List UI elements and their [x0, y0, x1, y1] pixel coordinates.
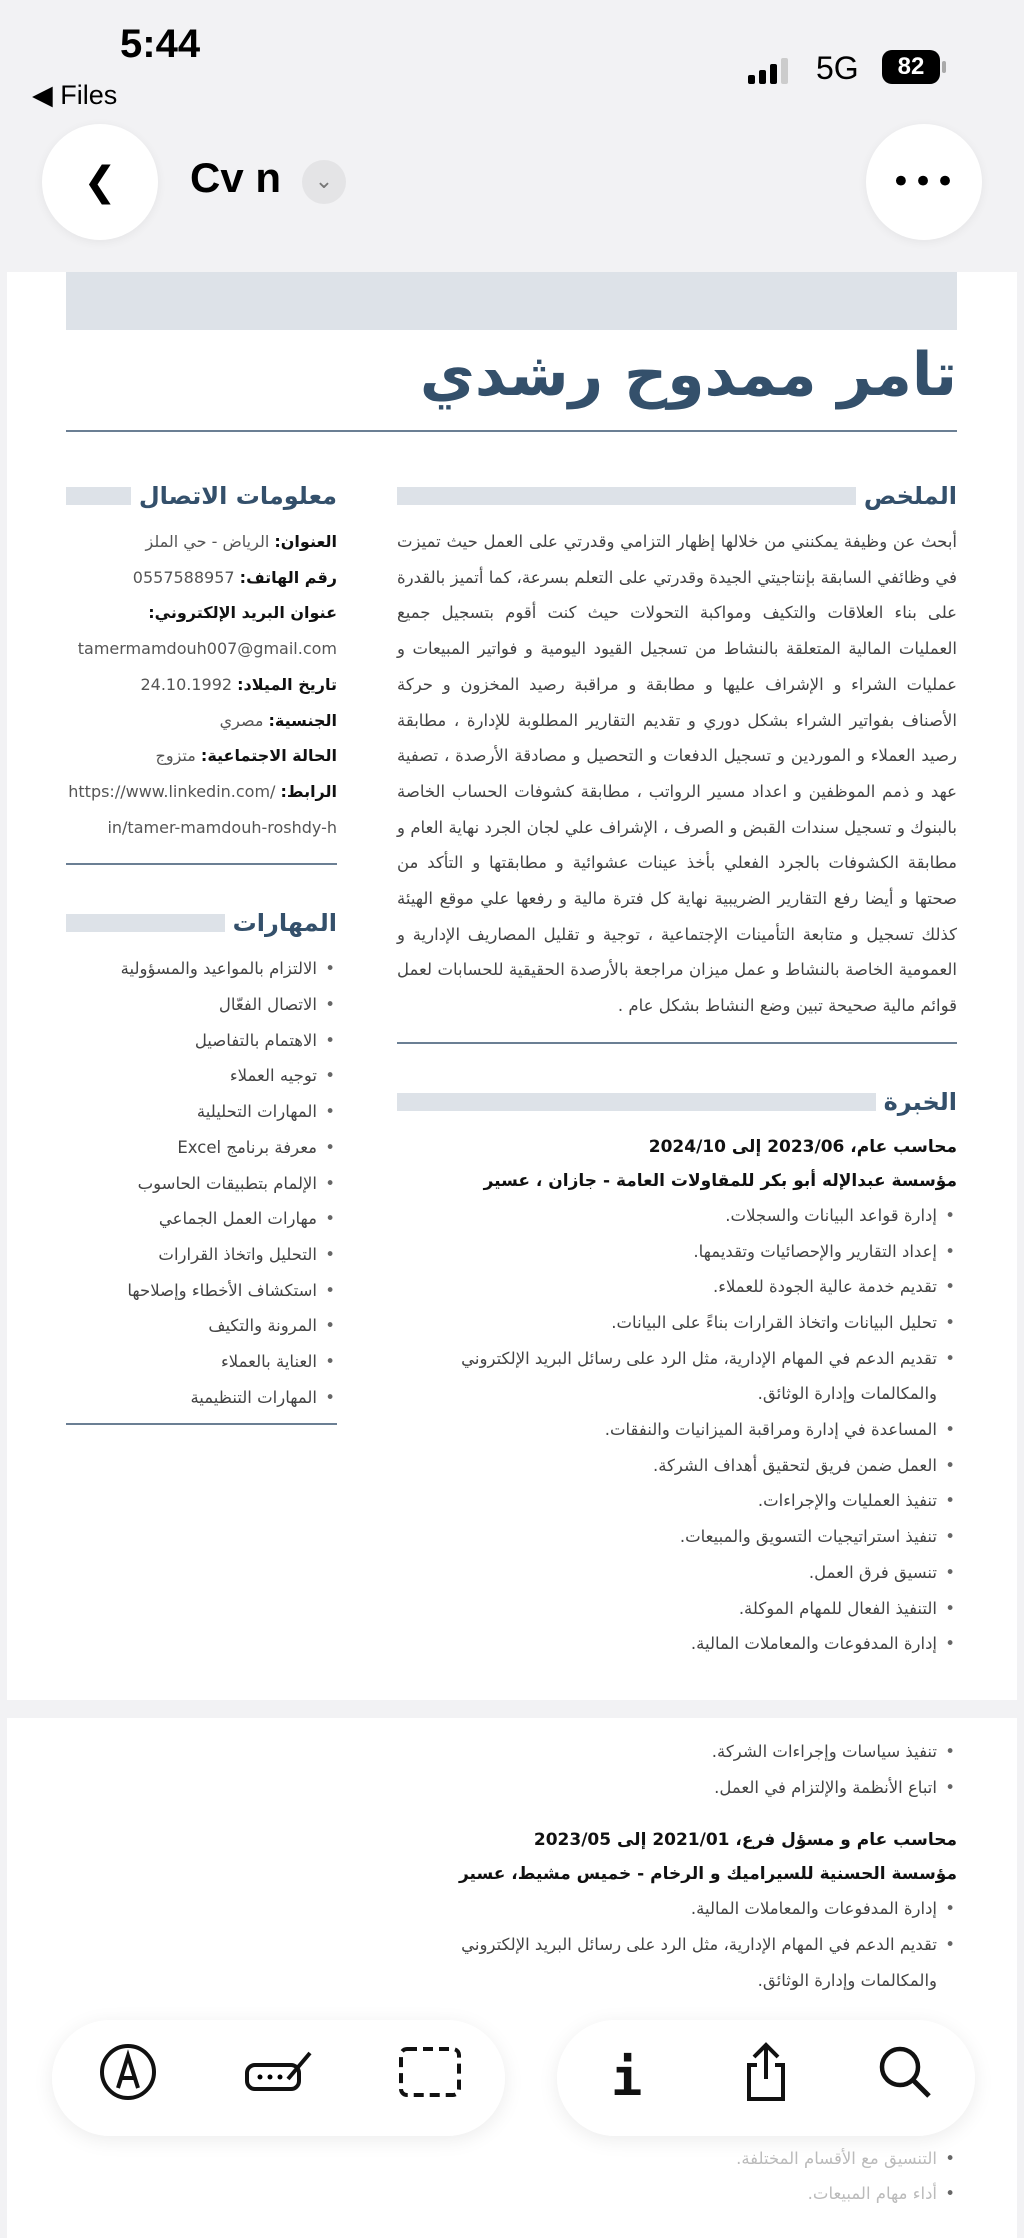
selection-icon[interactable] [390, 2046, 470, 2111]
divider [397, 1042, 957, 1044]
back-app-label: Files [60, 80, 118, 110]
list-item: • الإلمام بتطبيقات الحاسوب [66, 1166, 337, 1202]
job-duties [397, 1734, 957, 1805]
divider [66, 1423, 337, 1425]
address-row: العنوان: الرياض - حي الملز [145, 532, 337, 551]
list-item: • الاهتمام بالتفاصيل [66, 1023, 337, 1059]
email-label: عنوان البريد الإلكتروني: [148, 603, 337, 623]
list-item: • معرفة برنامج Excel [66, 1130, 337, 1166]
list-item: • التحليل واتخاذ القرارات [66, 1237, 337, 1273]
marital-row: الحالة الاجتماعية: متزوج [155, 746, 337, 766]
list-item: • التنفيذ الفعال للمهام الموكلة. [397, 1591, 957, 1627]
list-item: • تقديم الدعم في المهام الإدارية، مثل الرد على رسائل البريد الإلكتروني والمكالمات وإدارة الوثائق. [397, 1341, 957, 1412]
email-link[interactable]: tamermamdouh007@gmail.com [77, 639, 337, 659]
job-title: محاسب عام و مسؤل فرع، 2021/01 إلى 2023/05 [533, 1830, 957, 1851]
linkedin-link[interactable]: https://www.linkedin.com/in/tamer-mamdouh-roshdy-h [68, 781, 337, 837]
list-item: • العناية بالعملاء [66, 1344, 337, 1380]
signal-icon [748, 58, 788, 84]
list-item: • المرونة والتكيف [66, 1308, 337, 1344]
sidebar-column [66, 482, 337, 1469]
battery-icon: 82 [882, 50, 940, 84]
list-item: • إدارة المدفوعات والمعاملات المالية. [397, 1626, 957, 1662]
main-column [397, 482, 957, 1662]
actions-toolbar [557, 2020, 975, 2136]
list-item: • تنفيذ العمليات والإجراءات. [397, 1483, 957, 1519]
network-type: 5G [816, 50, 859, 86]
list-item: • مهارات العمل الجماعي [66, 1201, 337, 1237]
list-item: • تنسيق فرق العمل. [397, 1555, 957, 1591]
job-company: مؤسسة الحسنية للسيراميك و الرخام - خميس مشيط، عسير [458, 1864, 957, 1885]
cv-page-2[interactable] [7, 1718, 1017, 2238]
link-row: الرابط: https://www.linkedin.com/in/tamer-mamdouh-roshdy-h [68, 781, 337, 837]
header-band [66, 272, 957, 330]
contact-heading: معلومات الاتصال [66, 482, 337, 510]
clock: 5:44 [120, 22, 201, 66]
experience-heading: الخبرة [397, 1088, 957, 1116]
list-item: • توجيه العملاء [66, 1058, 337, 1094]
list-item: • الالتزام بالمواعيد والمسؤولية [66, 951, 337, 987]
markup-toolbar [52, 2020, 505, 2136]
status-bar [0, 0, 1024, 120]
list-item: • المهارات التحليلية [66, 1094, 337, 1130]
list-item: • اتباع الأنظمة والإلتزام في العمل. [397, 1770, 957, 1806]
search-icon[interactable] [865, 2044, 945, 2113]
back-to-files-link[interactable]: ◀ Files [32, 80, 118, 110]
cv-page-1[interactable] [7, 272, 1017, 1700]
divider [66, 430, 957, 432]
list-item: • المهارات التنظيمية [66, 1380, 337, 1416]
ellipsis-icon: ••• [890, 162, 958, 202]
list-item: • تنفيذ سياسات وإجراءات الشركة. [397, 1734, 957, 1770]
phone-row: رقم الهاتف: 0557588957 [132, 567, 337, 587]
list-item: • تقديم الدعم في المهام الإدارية، مثل الرد على رسائل البريد الإلكتروني والمكالمات وإدارة الوثائق. [397, 1927, 957, 1998]
list-item: • تقديم خدمة عالية الجودة للعملاء. [397, 1269, 957, 1305]
signature-icon[interactable] [239, 2047, 319, 2110]
list-item: • إدارة المدفوعات والمعاملات المالية. [397, 1891, 957, 1927]
back-button[interactable] [42, 124, 158, 240]
list-item: • تنفيذ استراتيجيات التسويق والمبيعات. [397, 1519, 957, 1555]
list-item: • الاتصال الفعّال [66, 987, 337, 1023]
list-item: • العمل ضمن فريق لتحقيق أهداف الشركة. [397, 1448, 957, 1484]
cv-name: تامر ممدوح رشدي [419, 340, 957, 410]
skills-list [66, 951, 337, 1415]
main-column [397, 1734, 957, 2212]
job-duties [397, 1891, 957, 1998]
markup-pen-icon[interactable] [88, 2042, 168, 2115]
nationality-row: الجنسية: مصري [219, 710, 337, 730]
job-duties-faded [397, 2141, 957, 2212]
list-item: • المساعدة في إدارة ومراقبة الميزانيات والنفقات. [397, 1412, 957, 1448]
list-item: • استكشاف الأخطاء وإصلاحها [66, 1273, 337, 1309]
divider [66, 863, 337, 865]
list-item: • إعداد التقارير والإحصائيات وتقديمها. [397, 1234, 957, 1270]
summary-text: أبحث عن وظيفة يمكنني من خلالها إظهار التزامي وقدرتي على العمل حيث تميزت في وظائفي السابقة بإنتاجيتي الجيدة وقدرتي على التعلم بسرعة، كما أتميز بالقدرة على بناء العلاقات والتكيف ومواكبة التحولات حيث كنت أقوم بتسجيل جميع العمليات المالية المتعلقة بالنشاط من تسجيل القيود اليومية و فواتير المبيعات و عمليات الشراء و الإشراف عليها و مطابقة و مراقبة رصيد المخزون و حركة الأصناف بفواتير الشراء بشكل دوري و تقديم التقارير المطلوبة للإدارة ، مطابقة رصيد العملاء و الموردين و تسجيل الدفعات و التحصيل و مصادقة الأرصدة ، تصفية عهد و ذمم الموظفين و اعداد مسير الرواتب ، مطابقة كشوفات الحساب الخاصة بالبنوك و تسجيل سندات القبض و الصرف ، الإشراف علي لجان الجرد نهاية العام و مطابقة الكشوفات بالجرد الفعلي بأخذ عينات عشوائية و مطابقتها و التأكد من صحتها و أيضا رفع التقارير الضريبية نهاية كل فترة مالية و رفعها علي موقع الهيئة كذلك تسجيل و متابعة التأمينات الإجتماعية ، توجية و تقليل المصاريف الإدارية و العمومية الخاصة بالنشاط و عمل ميزان مراجعة بالأرصدة الحقيقية للحسابات لعمل قوائم مالية صحيحة تبين وضع النشاط بشكل عام . [397, 532, 957, 1016]
document-title[interactable]: Cv n [190, 154, 282, 201]
job-duties [397, 1198, 957, 1662]
chevron-left-icon: ❮ [83, 159, 117, 205]
dob-row: تاريخ الميلاد: 24.10.1992 [140, 674, 337, 694]
list-item: • تحليل البيانات واتخاذ القرارات بناءً على البيانات. [397, 1305, 957, 1341]
job-company: مؤسسة عبدالإله أبو بكر للمقاولات العامة - جازان ، عسير [483, 1170, 957, 1191]
list-item: • أداء مهام المبيعات. [397, 2176, 957, 2212]
list-item: • إدارة قواعد البيانات والسجلات. [397, 1198, 957, 1234]
more-button[interactable] [866, 124, 982, 240]
share-icon[interactable] [726, 2041, 806, 2116]
job-title: محاسب عام، 2023/06 إلى 2024/10 [648, 1136, 957, 1157]
info-icon[interactable]: i [611, 2048, 643, 2108]
title-menu-chevron-down-icon[interactable]: ⌄ [302, 160, 346, 204]
list-item: • التنسيق مع الأقسام المختلفة. [397, 2141, 957, 2177]
summary-heading: الملخص [397, 482, 957, 510]
skills-heading: المهارات [66, 909, 337, 937]
